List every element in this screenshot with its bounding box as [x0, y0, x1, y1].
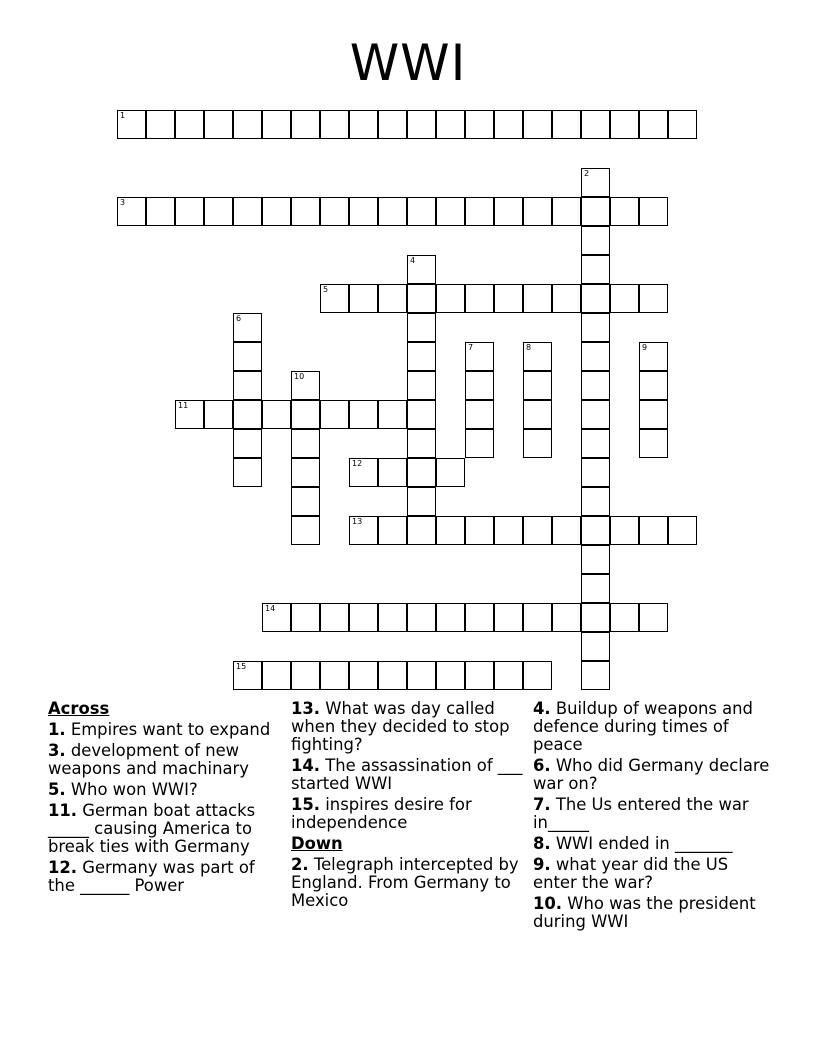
grid-cell[interactable] [349, 458, 378, 487]
grid-cell[interactable] [233, 400, 262, 429]
grid-cell[interactable] [291, 603, 320, 632]
grid-cell[interactable] [581, 516, 610, 545]
clue-item [48, 721, 283, 739]
grid-cell[interactable] [552, 516, 581, 545]
clue-number-label: 4 [410, 256, 416, 265]
grid-cell[interactable] [581, 400, 610, 429]
grid-cell[interactable] [233, 458, 262, 487]
grid-cell[interactable] [204, 197, 233, 226]
grid-cell[interactable] [146, 110, 175, 139]
grid-cell[interactable] [581, 603, 610, 632]
clue-text: Who won WWI? [65, 780, 198, 799]
grid-cell[interactable] [436, 603, 465, 632]
clue-number-label: 15 [236, 662, 247, 671]
grid-cell[interactable] [523, 110, 552, 139]
clue-text: The Us entered the war in_____ [533, 795, 749, 832]
clue-item [533, 796, 773, 832]
puzzle-title: WWI [349, 34, 467, 92]
grid-cell[interactable] [523, 661, 552, 690]
grid-cell[interactable] [581, 545, 610, 574]
grid-cell[interactable] [581, 342, 610, 371]
grid-cell[interactable] [552, 197, 581, 226]
grid-cell[interactable] [639, 197, 668, 226]
grid-cell[interactable] [436, 458, 465, 487]
grid-cell[interactable] [349, 400, 378, 429]
grid-cell[interactable] [349, 516, 378, 545]
clue-number-label: 2 [584, 169, 590, 178]
grid-cell[interactable] [494, 110, 523, 139]
grid-cell[interactable] [523, 371, 552, 400]
grid-cell[interactable] [581, 197, 610, 226]
clue-number: 2. [291, 855, 309, 874]
clue-item [291, 757, 527, 793]
grid-cell[interactable] [407, 458, 436, 487]
clue-number-label: 8 [526, 343, 532, 352]
clue-text: Who was the president during WWI [533, 894, 756, 931]
down-heading: Down [291, 834, 343, 853]
clue-item [291, 796, 527, 832]
grid-cell[interactable] [262, 661, 291, 690]
grid-cell[interactable] [639, 342, 668, 371]
clue-number-label: 3 [120, 198, 126, 207]
clue-text: development of new weapons and machinary [48, 741, 249, 778]
grid-cell[interactable] [465, 603, 494, 632]
grid-cell[interactable] [320, 661, 349, 690]
grid-cell[interactable] [407, 255, 436, 284]
clue-number: 6. [533, 756, 551, 775]
grid-cell[interactable] [407, 342, 436, 371]
clue-item [533, 895, 773, 931]
clue-item [291, 856, 527, 910]
grid-cell[interactable] [610, 284, 639, 313]
grid-cell[interactable] [117, 197, 146, 226]
grid-cell[interactable] [610, 197, 639, 226]
clues-column-2 [291, 700, 527, 913]
grid-cell[interactable] [378, 400, 407, 429]
grid-cell[interactable] [407, 284, 436, 313]
clue-number-label: 13 [352, 517, 363, 526]
grid-cell[interactable] [668, 516, 697, 545]
clue-number: 13. [291, 699, 321, 718]
grid-cell[interactable] [262, 400, 291, 429]
grid-cell[interactable] [378, 603, 407, 632]
grid-cell[interactable] [233, 371, 262, 400]
grid-cell[interactable] [494, 284, 523, 313]
grid-cell[interactable] [465, 661, 494, 690]
grid-cell[interactable] [349, 661, 378, 690]
grid-cell[interactable] [291, 371, 320, 400]
grid-cell[interactable] [581, 255, 610, 284]
grid-cell[interactable] [494, 197, 523, 226]
clue-text: WWI ended in _______ [550, 834, 733, 853]
clue-number-label: 12 [352, 459, 363, 468]
clue-text: Empires want to expand [65, 720, 271, 739]
grid-cell[interactable] [407, 661, 436, 690]
clues-column-3 [533, 700, 773, 934]
clue-number-label: 6 [236, 314, 242, 323]
grid-cell[interactable] [465, 400, 494, 429]
grid-cell[interactable] [320, 400, 349, 429]
clue-number: 7. [533, 795, 551, 814]
grid-cell[interactable] [581, 429, 610, 458]
grid-cell[interactable] [233, 313, 262, 342]
grid-cell[interactable] [436, 661, 465, 690]
grid-cell[interactable] [552, 603, 581, 632]
grid-cell[interactable] [639, 110, 668, 139]
grid-cell[interactable] [146, 197, 175, 226]
grid-cell[interactable] [349, 603, 378, 632]
grid-cell[interactable] [407, 371, 436, 400]
clue-number: 11. [48, 801, 78, 820]
grid-cell[interactable] [581, 487, 610, 516]
grid-cell[interactable] [349, 110, 378, 139]
clue-text: Who did Germany declare war on? [533, 756, 770, 793]
crossword-grid [117, 110, 699, 692]
grid-cell[interactable] [378, 110, 407, 139]
clue-number: 8. [533, 834, 551, 853]
clue-number-label: 7 [468, 343, 474, 352]
clue-text: The assassination of ___ started WWI [291, 756, 523, 793]
grid-cell[interactable] [523, 429, 552, 458]
grid-cell[interactable] [581, 574, 610, 603]
grid-cell[interactable] [523, 197, 552, 226]
grid-cell[interactable] [407, 197, 436, 226]
clue-item [533, 757, 773, 793]
grid-cell[interactable] [436, 516, 465, 545]
grid-cell[interactable] [320, 197, 349, 226]
grid-cell[interactable] [581, 371, 610, 400]
grid-cell[interactable] [523, 516, 552, 545]
grid-cell[interactable] [610, 110, 639, 139]
grid-cell[interactable] [465, 516, 494, 545]
grid-cell[interactable] [291, 661, 320, 690]
grid-cell[interactable] [378, 197, 407, 226]
grid-cell[interactable] [465, 429, 494, 458]
clue-item [291, 700, 527, 754]
grid-cell[interactable] [465, 197, 494, 226]
clue-text: What was day called when they decided to stop fighting? [291, 699, 510, 754]
clue-text: Telegraph intercepted by England. From Germany to Mexico [291, 855, 519, 910]
grid-cell[interactable] [175, 197, 204, 226]
clue-number: 4. [533, 699, 551, 718]
grid-cell[interactable] [262, 197, 291, 226]
grid-cell[interactable] [407, 313, 436, 342]
clue-item [48, 742, 283, 778]
grid-cell[interactable] [262, 603, 291, 632]
grid-cell[interactable] [378, 516, 407, 545]
clue-number: 1. [48, 720, 66, 739]
grid-cell[interactable] [581, 110, 610, 139]
grid-cell[interactable] [291, 458, 320, 487]
grid-cell[interactable] [436, 110, 465, 139]
grid-cell[interactable] [581, 458, 610, 487]
grid-cell[interactable] [204, 110, 233, 139]
grid-cell[interactable] [523, 284, 552, 313]
clues-column-1 [48, 700, 283, 898]
grid-cell[interactable] [407, 487, 436, 516]
grid-cell[interactable] [407, 400, 436, 429]
grid-cell[interactable] [175, 110, 204, 139]
clue-number-label: 10 [294, 372, 305, 381]
grid-cell[interactable] [291, 197, 320, 226]
clue-number: 12. [48, 858, 78, 877]
grid-cell[interactable] [291, 400, 320, 429]
clue-item [48, 802, 283, 856]
clue-item [533, 835, 773, 853]
grid-cell[interactable] [407, 603, 436, 632]
clue-text: German boat attacks _____ causing America to break ties with Germany [48, 801, 256, 856]
grid-cell[interactable] [291, 110, 320, 139]
clue-item [48, 781, 283, 799]
grid-cell[interactable] [233, 429, 262, 458]
grid-cell[interactable] [407, 110, 436, 139]
clue-number: 9. [533, 855, 551, 874]
grid-cell[interactable] [639, 284, 668, 313]
grid-cell[interactable] [436, 284, 465, 313]
grid-cell[interactable] [639, 516, 668, 545]
grid-cell[interactable] [523, 400, 552, 429]
grid-cell[interactable] [581, 168, 610, 197]
clue-number: 5. [48, 780, 66, 799]
grid-cell[interactable] [581, 313, 610, 342]
grid-cell[interactable] [494, 516, 523, 545]
grid-cell[interactable] [320, 603, 349, 632]
grid-cell[interactable] [320, 110, 349, 139]
grid-cell[interactable] [204, 400, 233, 429]
clue-item [48, 859, 283, 895]
grid-cell[interactable] [436, 197, 465, 226]
clue-number: 10. [533, 894, 563, 913]
clue-item [533, 856, 773, 892]
grid-cell[interactable] [639, 371, 668, 400]
grid-cell[interactable] [610, 603, 639, 632]
grid-cell[interactable] [581, 226, 610, 255]
grid-cell[interactable] [494, 603, 523, 632]
grid-cell[interactable] [233, 197, 262, 226]
grid-cell[interactable] [581, 632, 610, 661]
grid-cell[interactable] [378, 284, 407, 313]
clue-number-label: 14 [265, 604, 276, 613]
grid-cell[interactable] [233, 110, 262, 139]
grid-cell[interactable] [523, 603, 552, 632]
grid-cell[interactable] [610, 516, 639, 545]
grid-cell[interactable] [117, 110, 146, 139]
grid-cell[interactable] [494, 661, 523, 690]
grid-cell[interactable] [349, 197, 378, 226]
grid-cell[interactable] [378, 661, 407, 690]
clue-text: what year did the US enter the war? [533, 855, 729, 892]
grid-cell[interactable] [262, 110, 291, 139]
clue-item [533, 700, 773, 754]
clue-text: inspires desire for independence [291, 795, 472, 832]
clue-text: Germany was part of the ______ Power [48, 858, 255, 895]
grid-cell[interactable] [523, 342, 552, 371]
grid-cell[interactable] [581, 661, 610, 690]
clue-number: 15. [291, 795, 321, 814]
clue-number-label: 5 [323, 285, 329, 294]
across-heading: Across [48, 699, 110, 718]
grid-cell[interactable] [581, 284, 610, 313]
grid-cell[interactable] [233, 661, 262, 690]
grid-cell[interactable] [552, 110, 581, 139]
clue-number: 3. [48, 741, 66, 760]
grid-cell[interactable] [465, 342, 494, 371]
grid-cell[interactable] [639, 400, 668, 429]
grid-cell[interactable] [552, 284, 581, 313]
grid-cell[interactable] [639, 429, 668, 458]
grid-cell[interactable] [465, 110, 494, 139]
grid-cell[interactable] [639, 603, 668, 632]
grid-cell[interactable] [407, 516, 436, 545]
grid-cell[interactable] [465, 284, 494, 313]
clue-number-label: 9 [642, 343, 648, 352]
clue-number: 14. [291, 756, 321, 775]
grid-cell[interactable] [465, 371, 494, 400]
grid-cell[interactable] [349, 284, 378, 313]
grid-cell[interactable] [175, 400, 204, 429]
grid-cell[interactable] [320, 284, 349, 313]
grid-cell[interactable] [291, 429, 320, 458]
clue-number-label: 1 [120, 111, 126, 120]
grid-cell[interactable] [233, 342, 262, 371]
grid-cell[interactable] [407, 429, 436, 458]
grid-cell[interactable] [291, 487, 320, 516]
grid-cell[interactable] [668, 110, 697, 139]
grid-cell[interactable] [378, 458, 407, 487]
clue-number-label: 11 [178, 401, 189, 410]
grid-cell[interactable] [291, 516, 320, 545]
clue-text: Buildup of weapons and defence during times of peace [533, 699, 753, 754]
